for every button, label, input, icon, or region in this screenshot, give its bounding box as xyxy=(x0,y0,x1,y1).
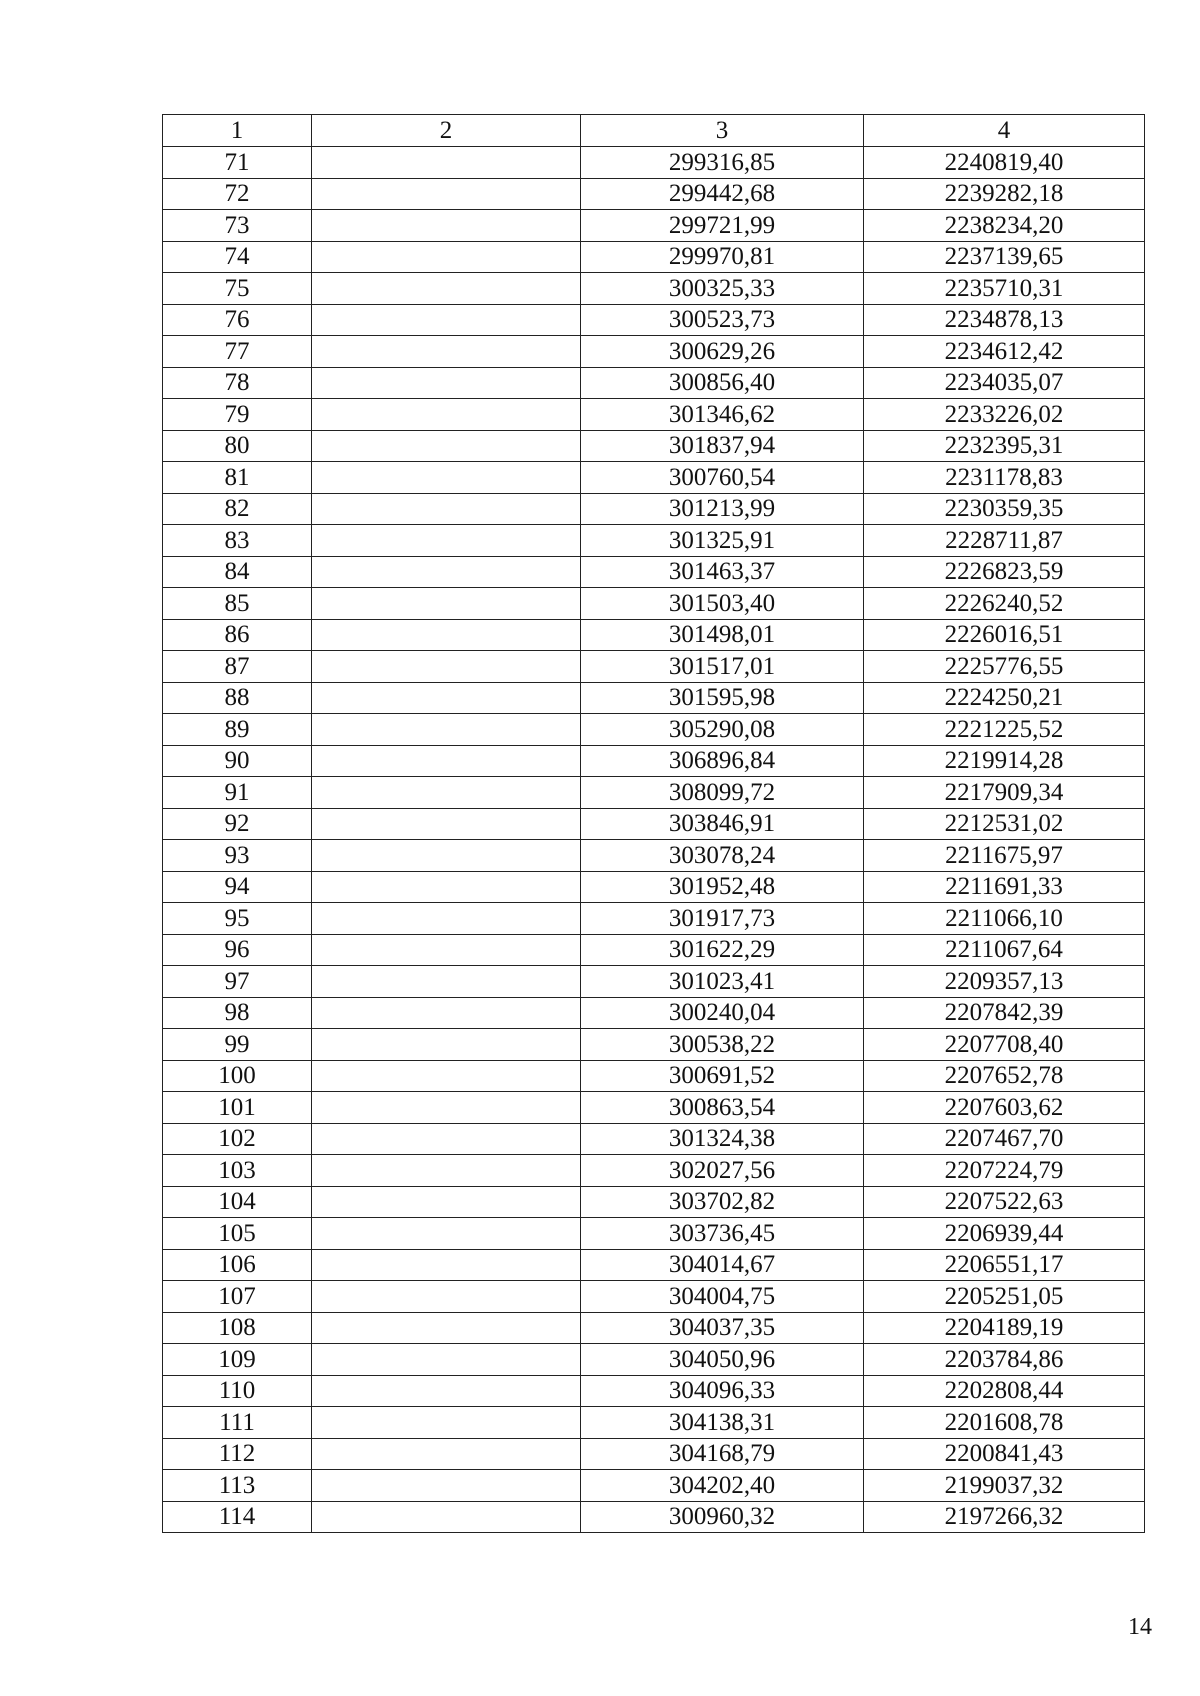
name-cell xyxy=(312,1218,581,1250)
point-number-cell: 113 xyxy=(163,1470,312,1502)
table-row xyxy=(163,808,1145,840)
x-coordinate-cell: 305290,08 xyxy=(581,714,864,746)
name-cell xyxy=(312,1281,581,1313)
y-coordinate-cell: 2197266,32 xyxy=(864,1501,1145,1533)
name-cell xyxy=(312,1470,581,1502)
y-coordinate-cell: 2226823,59 xyxy=(864,556,1145,588)
name-cell xyxy=(312,997,581,1029)
table-row xyxy=(163,556,1145,588)
x-coordinate-cell: 301837,94 xyxy=(581,430,864,462)
point-number-cell: 93 xyxy=(163,840,312,872)
table-row xyxy=(163,273,1145,305)
name-cell xyxy=(312,304,581,336)
x-coordinate-cell: 301917,73 xyxy=(581,903,864,935)
table-row xyxy=(163,336,1145,368)
name-cell xyxy=(312,588,581,620)
y-coordinate-cell: 2203784,86 xyxy=(864,1344,1145,1376)
x-coordinate-cell: 299316,85 xyxy=(581,147,864,179)
x-coordinate-cell: 300856,40 xyxy=(581,367,864,399)
point-number-cell: 97 xyxy=(163,966,312,998)
point-number-cell: 89 xyxy=(163,714,312,746)
x-coordinate-cell: 304014,67 xyxy=(581,1249,864,1281)
x-coordinate-cell: 303846,91 xyxy=(581,808,864,840)
point-number-cell: 109 xyxy=(163,1344,312,1376)
x-coordinate-cell: 304096,33 xyxy=(581,1375,864,1407)
name-cell xyxy=(312,1123,581,1155)
name-cell xyxy=(312,777,581,809)
name-cell xyxy=(312,462,581,494)
x-coordinate-cell: 300691,52 xyxy=(581,1060,864,1092)
name-cell xyxy=(312,210,581,242)
y-coordinate-cell: 2239282,18 xyxy=(864,178,1145,210)
point-number-cell: 78 xyxy=(163,367,312,399)
y-coordinate-cell: 2237139,65 xyxy=(864,241,1145,273)
x-coordinate-cell: 300523,73 xyxy=(581,304,864,336)
name-cell xyxy=(312,1029,581,1061)
point-number-cell: 106 xyxy=(163,1249,312,1281)
column-header-4: 4 xyxy=(864,115,1145,147)
point-number-cell: 74 xyxy=(163,241,312,273)
x-coordinate-cell: 300240,04 xyxy=(581,997,864,1029)
y-coordinate-cell: 2211066,10 xyxy=(864,903,1145,935)
y-coordinate-cell: 2225776,55 xyxy=(864,651,1145,683)
table-row xyxy=(163,651,1145,683)
column-header-2: 2 xyxy=(312,115,581,147)
column-header-3: 3 xyxy=(581,115,864,147)
y-coordinate-cell: 2234878,13 xyxy=(864,304,1145,336)
x-coordinate-cell: 301324,38 xyxy=(581,1123,864,1155)
point-number-cell: 92 xyxy=(163,808,312,840)
point-number-cell: 94 xyxy=(163,871,312,903)
y-coordinate-cell: 2234035,07 xyxy=(864,367,1145,399)
table-row xyxy=(163,745,1145,777)
page-number: 14 xyxy=(1128,1614,1152,1640)
y-coordinate-cell: 2209357,13 xyxy=(864,966,1145,998)
table-row xyxy=(163,1155,1145,1187)
y-coordinate-cell: 2226240,52 xyxy=(864,588,1145,620)
point-number-cell: 72 xyxy=(163,178,312,210)
point-number-cell: 96 xyxy=(163,934,312,966)
name-cell xyxy=(312,651,581,683)
y-coordinate-cell: 2238234,20 xyxy=(864,210,1145,242)
table-row xyxy=(163,934,1145,966)
x-coordinate-cell: 301595,98 xyxy=(581,682,864,714)
x-coordinate-cell: 304202,40 xyxy=(581,1470,864,1502)
table-row xyxy=(163,241,1145,273)
point-number-cell: 73 xyxy=(163,210,312,242)
point-number-cell: 114 xyxy=(163,1501,312,1533)
name-cell xyxy=(312,682,581,714)
table-row xyxy=(163,619,1145,651)
table-row xyxy=(163,903,1145,935)
point-number-cell: 91 xyxy=(163,777,312,809)
x-coordinate-cell: 301498,01 xyxy=(581,619,864,651)
y-coordinate-cell: 2199037,32 xyxy=(864,1470,1145,1502)
name-cell xyxy=(312,1501,581,1533)
name-cell xyxy=(312,1155,581,1187)
y-coordinate-cell: 2206551,17 xyxy=(864,1249,1145,1281)
y-coordinate-cell: 2235710,31 xyxy=(864,273,1145,305)
y-coordinate-cell: 2207603,62 xyxy=(864,1092,1145,1124)
point-number-cell: 101 xyxy=(163,1092,312,1124)
table-body xyxy=(163,147,1145,1533)
x-coordinate-cell: 301503,40 xyxy=(581,588,864,620)
x-coordinate-cell: 301325,91 xyxy=(581,525,864,557)
point-number-cell: 71 xyxy=(163,147,312,179)
point-number-cell: 112 xyxy=(163,1438,312,1470)
table-row xyxy=(163,1407,1145,1439)
name-cell xyxy=(312,1249,581,1281)
column-header-1: 1 xyxy=(163,115,312,147)
y-coordinate-cell: 2240819,40 xyxy=(864,147,1145,179)
name-cell xyxy=(312,1344,581,1376)
y-coordinate-cell: 2202808,44 xyxy=(864,1375,1145,1407)
name-cell xyxy=(312,367,581,399)
y-coordinate-cell: 2207522,63 xyxy=(864,1186,1145,1218)
table-row xyxy=(163,178,1145,210)
name-cell xyxy=(312,903,581,935)
name-cell xyxy=(312,745,581,777)
name-cell xyxy=(312,1312,581,1344)
point-number-cell: 83 xyxy=(163,525,312,557)
table-row xyxy=(163,714,1145,746)
point-number-cell: 98 xyxy=(163,997,312,1029)
name-cell xyxy=(312,871,581,903)
y-coordinate-cell: 2230359,35 xyxy=(864,493,1145,525)
name-cell xyxy=(312,399,581,431)
x-coordinate-cell: 301952,48 xyxy=(581,871,864,903)
x-coordinate-cell: 304037,35 xyxy=(581,1312,864,1344)
y-coordinate-cell: 2228711,87 xyxy=(864,525,1145,557)
name-cell xyxy=(312,241,581,273)
name-cell xyxy=(312,1407,581,1439)
point-number-cell: 95 xyxy=(163,903,312,935)
table-row xyxy=(163,777,1145,809)
y-coordinate-cell: 2211067,64 xyxy=(864,934,1145,966)
point-number-cell: 105 xyxy=(163,1218,312,1250)
y-coordinate-cell: 2212531,02 xyxy=(864,808,1145,840)
y-coordinate-cell: 2200841,43 xyxy=(864,1438,1145,1470)
table-row xyxy=(163,525,1145,557)
name-cell xyxy=(312,556,581,588)
name-cell xyxy=(312,966,581,998)
table-row xyxy=(163,367,1145,399)
y-coordinate-cell: 2207708,40 xyxy=(864,1029,1145,1061)
table-row xyxy=(163,1470,1145,1502)
table-row xyxy=(163,462,1145,494)
y-coordinate-cell: 2201608,78 xyxy=(864,1407,1145,1439)
y-coordinate-cell: 2224250,21 xyxy=(864,682,1145,714)
table-row xyxy=(163,1501,1145,1533)
table-row xyxy=(163,997,1145,1029)
x-coordinate-cell: 301023,41 xyxy=(581,966,864,998)
point-number-cell: 85 xyxy=(163,588,312,620)
x-coordinate-cell: 300960,32 xyxy=(581,1501,864,1533)
point-number-cell: 86 xyxy=(163,619,312,651)
name-cell xyxy=(312,1060,581,1092)
x-coordinate-cell: 304050,96 xyxy=(581,1344,864,1376)
table-row xyxy=(163,1123,1145,1155)
x-coordinate-cell: 306896,84 xyxy=(581,745,864,777)
y-coordinate-cell: 2211691,33 xyxy=(864,871,1145,903)
point-number-cell: 80 xyxy=(163,430,312,462)
x-coordinate-cell: 304168,79 xyxy=(581,1438,864,1470)
x-coordinate-cell: 301463,37 xyxy=(581,556,864,588)
table-row xyxy=(163,682,1145,714)
point-number-cell: 111 xyxy=(163,1407,312,1439)
name-cell xyxy=(312,273,581,305)
point-number-cell: 77 xyxy=(163,336,312,368)
y-coordinate-cell: 2221225,52 xyxy=(864,714,1145,746)
table-row xyxy=(163,430,1145,462)
table-row xyxy=(163,588,1145,620)
table-row xyxy=(163,1375,1145,1407)
x-coordinate-cell: 303736,45 xyxy=(581,1218,864,1250)
name-cell xyxy=(312,525,581,557)
point-number-cell: 88 xyxy=(163,682,312,714)
name-cell xyxy=(312,1375,581,1407)
y-coordinate-cell: 2226016,51 xyxy=(864,619,1145,651)
table-row xyxy=(163,1312,1145,1344)
table-row xyxy=(163,1029,1145,1061)
point-number-cell: 76 xyxy=(163,304,312,336)
table-row xyxy=(163,1218,1145,1250)
header-row xyxy=(163,115,1145,147)
table-row xyxy=(163,493,1145,525)
table-row xyxy=(163,1092,1145,1124)
name-cell xyxy=(312,178,581,210)
y-coordinate-cell: 2207842,39 xyxy=(864,997,1145,1029)
x-coordinate-cell: 304138,31 xyxy=(581,1407,864,1439)
x-coordinate-cell: 299721,99 xyxy=(581,210,864,242)
x-coordinate-cell: 304004,75 xyxy=(581,1281,864,1313)
point-number-cell: 82 xyxy=(163,493,312,525)
name-cell xyxy=(312,1186,581,1218)
point-number-cell: 75 xyxy=(163,273,312,305)
x-coordinate-cell: 303078,24 xyxy=(581,840,864,872)
coordinates-table xyxy=(162,114,1145,1533)
point-number-cell: 103 xyxy=(163,1155,312,1187)
name-cell xyxy=(312,1438,581,1470)
y-coordinate-cell: 2219914,28 xyxy=(864,745,1145,777)
point-number-cell: 81 xyxy=(163,462,312,494)
name-cell xyxy=(312,493,581,525)
y-coordinate-cell: 2207652,78 xyxy=(864,1060,1145,1092)
x-coordinate-cell: 299970,81 xyxy=(581,241,864,273)
name-cell xyxy=(312,336,581,368)
name-cell xyxy=(312,934,581,966)
table-header xyxy=(163,115,1145,147)
table-row xyxy=(163,871,1145,903)
y-coordinate-cell: 2233226,02 xyxy=(864,399,1145,431)
table-row xyxy=(163,1438,1145,1470)
point-number-cell: 102 xyxy=(163,1123,312,1155)
table-row xyxy=(163,1186,1145,1218)
name-cell xyxy=(312,808,581,840)
y-coordinate-cell: 2205251,05 xyxy=(864,1281,1145,1313)
y-coordinate-cell: 2206939,44 xyxy=(864,1218,1145,1250)
x-coordinate-cell: 302027,56 xyxy=(581,1155,864,1187)
table-row xyxy=(163,399,1145,431)
y-coordinate-cell: 2207224,79 xyxy=(864,1155,1145,1187)
point-number-cell: 87 xyxy=(163,651,312,683)
point-number-cell: 110 xyxy=(163,1375,312,1407)
x-coordinate-cell: 300538,22 xyxy=(581,1029,864,1061)
x-coordinate-cell: 301622,29 xyxy=(581,934,864,966)
name-cell xyxy=(312,1092,581,1124)
x-coordinate-cell: 301346,62 xyxy=(581,399,864,431)
table-row xyxy=(163,1281,1145,1313)
y-coordinate-cell: 2234612,42 xyxy=(864,336,1145,368)
x-coordinate-cell: 300629,26 xyxy=(581,336,864,368)
y-coordinate-cell: 2231178,83 xyxy=(864,462,1145,494)
point-number-cell: 104 xyxy=(163,1186,312,1218)
table-row xyxy=(163,966,1145,998)
name-cell xyxy=(312,430,581,462)
x-coordinate-cell: 301517,01 xyxy=(581,651,864,683)
x-coordinate-cell: 300325,33 xyxy=(581,273,864,305)
y-coordinate-cell: 2217909,34 xyxy=(864,777,1145,809)
y-coordinate-cell: 2204189,19 xyxy=(864,1312,1145,1344)
point-number-cell: 107 xyxy=(163,1281,312,1313)
table-row xyxy=(163,1344,1145,1376)
x-coordinate-cell: 300863,54 xyxy=(581,1092,864,1124)
table-row xyxy=(163,210,1145,242)
table-row xyxy=(163,147,1145,179)
point-number-cell: 108 xyxy=(163,1312,312,1344)
name-cell xyxy=(312,714,581,746)
name-cell xyxy=(312,147,581,179)
x-coordinate-cell: 299442,68 xyxy=(581,178,864,210)
y-coordinate-cell: 2207467,70 xyxy=(864,1123,1145,1155)
point-number-cell: 90 xyxy=(163,745,312,777)
y-coordinate-cell: 2211675,97 xyxy=(864,840,1145,872)
table-row xyxy=(163,1060,1145,1092)
table-row xyxy=(163,304,1145,336)
x-coordinate-cell: 308099,72 xyxy=(581,777,864,809)
name-cell xyxy=(312,840,581,872)
point-number-cell: 99 xyxy=(163,1029,312,1061)
table-row xyxy=(163,840,1145,872)
point-number-cell: 84 xyxy=(163,556,312,588)
name-cell xyxy=(312,619,581,651)
x-coordinate-cell: 301213,99 xyxy=(581,493,864,525)
y-coordinate-cell: 2232395,31 xyxy=(864,430,1145,462)
x-coordinate-cell: 300760,54 xyxy=(581,462,864,494)
x-coordinate-cell: 303702,82 xyxy=(581,1186,864,1218)
table-row xyxy=(163,1249,1145,1281)
point-number-cell: 79 xyxy=(163,399,312,431)
point-number-cell: 100 xyxy=(163,1060,312,1092)
